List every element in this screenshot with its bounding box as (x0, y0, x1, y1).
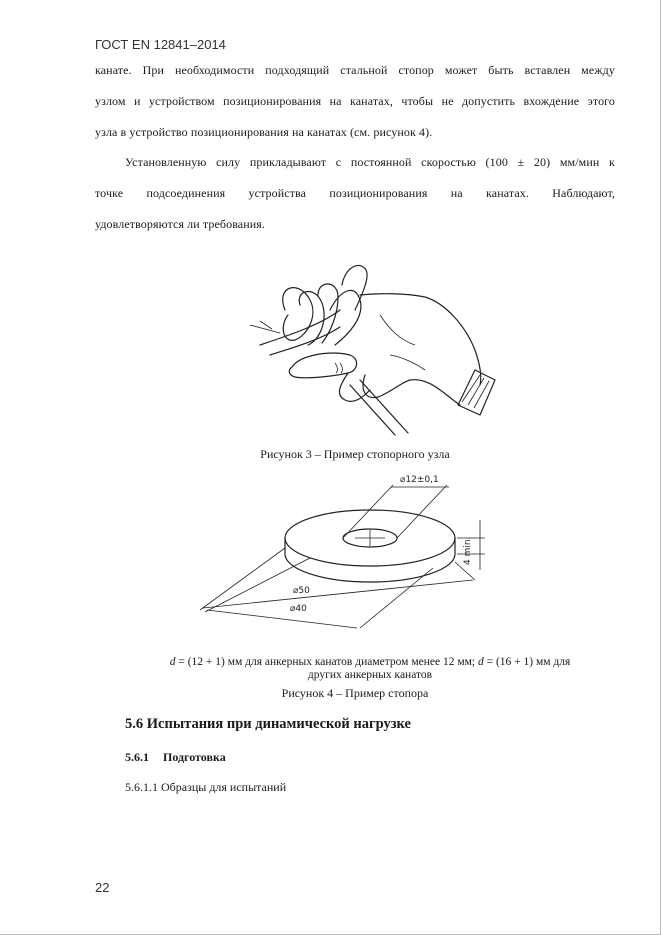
section-title: 5.6 Испытания при динамической нагрузке (125, 716, 411, 732)
dimension-hole-diameter: ⌀12±0,1 (400, 475, 439, 485)
subsection-number: 5.6.1 (125, 750, 149, 764)
paragraph-line: точке подсоединения устройства позиционирования на канатах. Наблюдают, (95, 186, 615, 200)
paragraph-line: Установленную силу прикладывают с постоянной скоростью (100 ± 20) мм/мин к (125, 155, 615, 169)
paragraph-stopper-insertion (95, 55, 615, 148)
dimension-inner-diameter: ⌀40 (290, 604, 307, 614)
figure-4-caption: Рисунок 4 – Пример стопора (281, 686, 429, 700)
dimension-thickness: 4 min. (463, 536, 473, 565)
note-text: = (16 + 1) мм для (483, 656, 571, 668)
dimension-outer-diameter: ⌀50 (293, 586, 310, 596)
paragraph-line: удовлетворяются ли требования. (95, 217, 265, 231)
subsubsection-heading: 5.6.1.1 Образцы для испытаний (125, 780, 287, 794)
variable-d: d (169, 656, 176, 668)
paragraph-line: узлом и устройством позиционирования на канатах, чтобы не допустить вхождение этого (95, 94, 615, 108)
figure-4-note (120, 656, 620, 682)
figure-3-caption: Рисунок 3 – Пример стопорного узла (260, 447, 450, 461)
figure-4-stopper-drawing (195, 470, 495, 640)
subsection-heading (125, 750, 226, 765)
note-line-1 (120, 656, 620, 669)
note-line-2: других анкерных канатов (307, 669, 433, 681)
variable-d: d (477, 656, 484, 668)
paragraph-line: узла в устройство позиционирования на канатах (см. рисунок 4). (95, 125, 433, 139)
note-text: = (12 + 1) мм для анкерных канатов диаметром менее 12 мм; (175, 656, 478, 668)
paragraph-force-application (95, 147, 615, 240)
subsection-title: Подготовка (163, 750, 226, 764)
paragraph-line: канате. При необходимости подходящий стальной стопор может быть вставлен между (95, 63, 615, 77)
standard-header: ГОСТ EN 12841–2014 (95, 37, 226, 52)
page-number: 22 (95, 880, 110, 895)
figure-3-knot-drawing (230, 255, 510, 445)
